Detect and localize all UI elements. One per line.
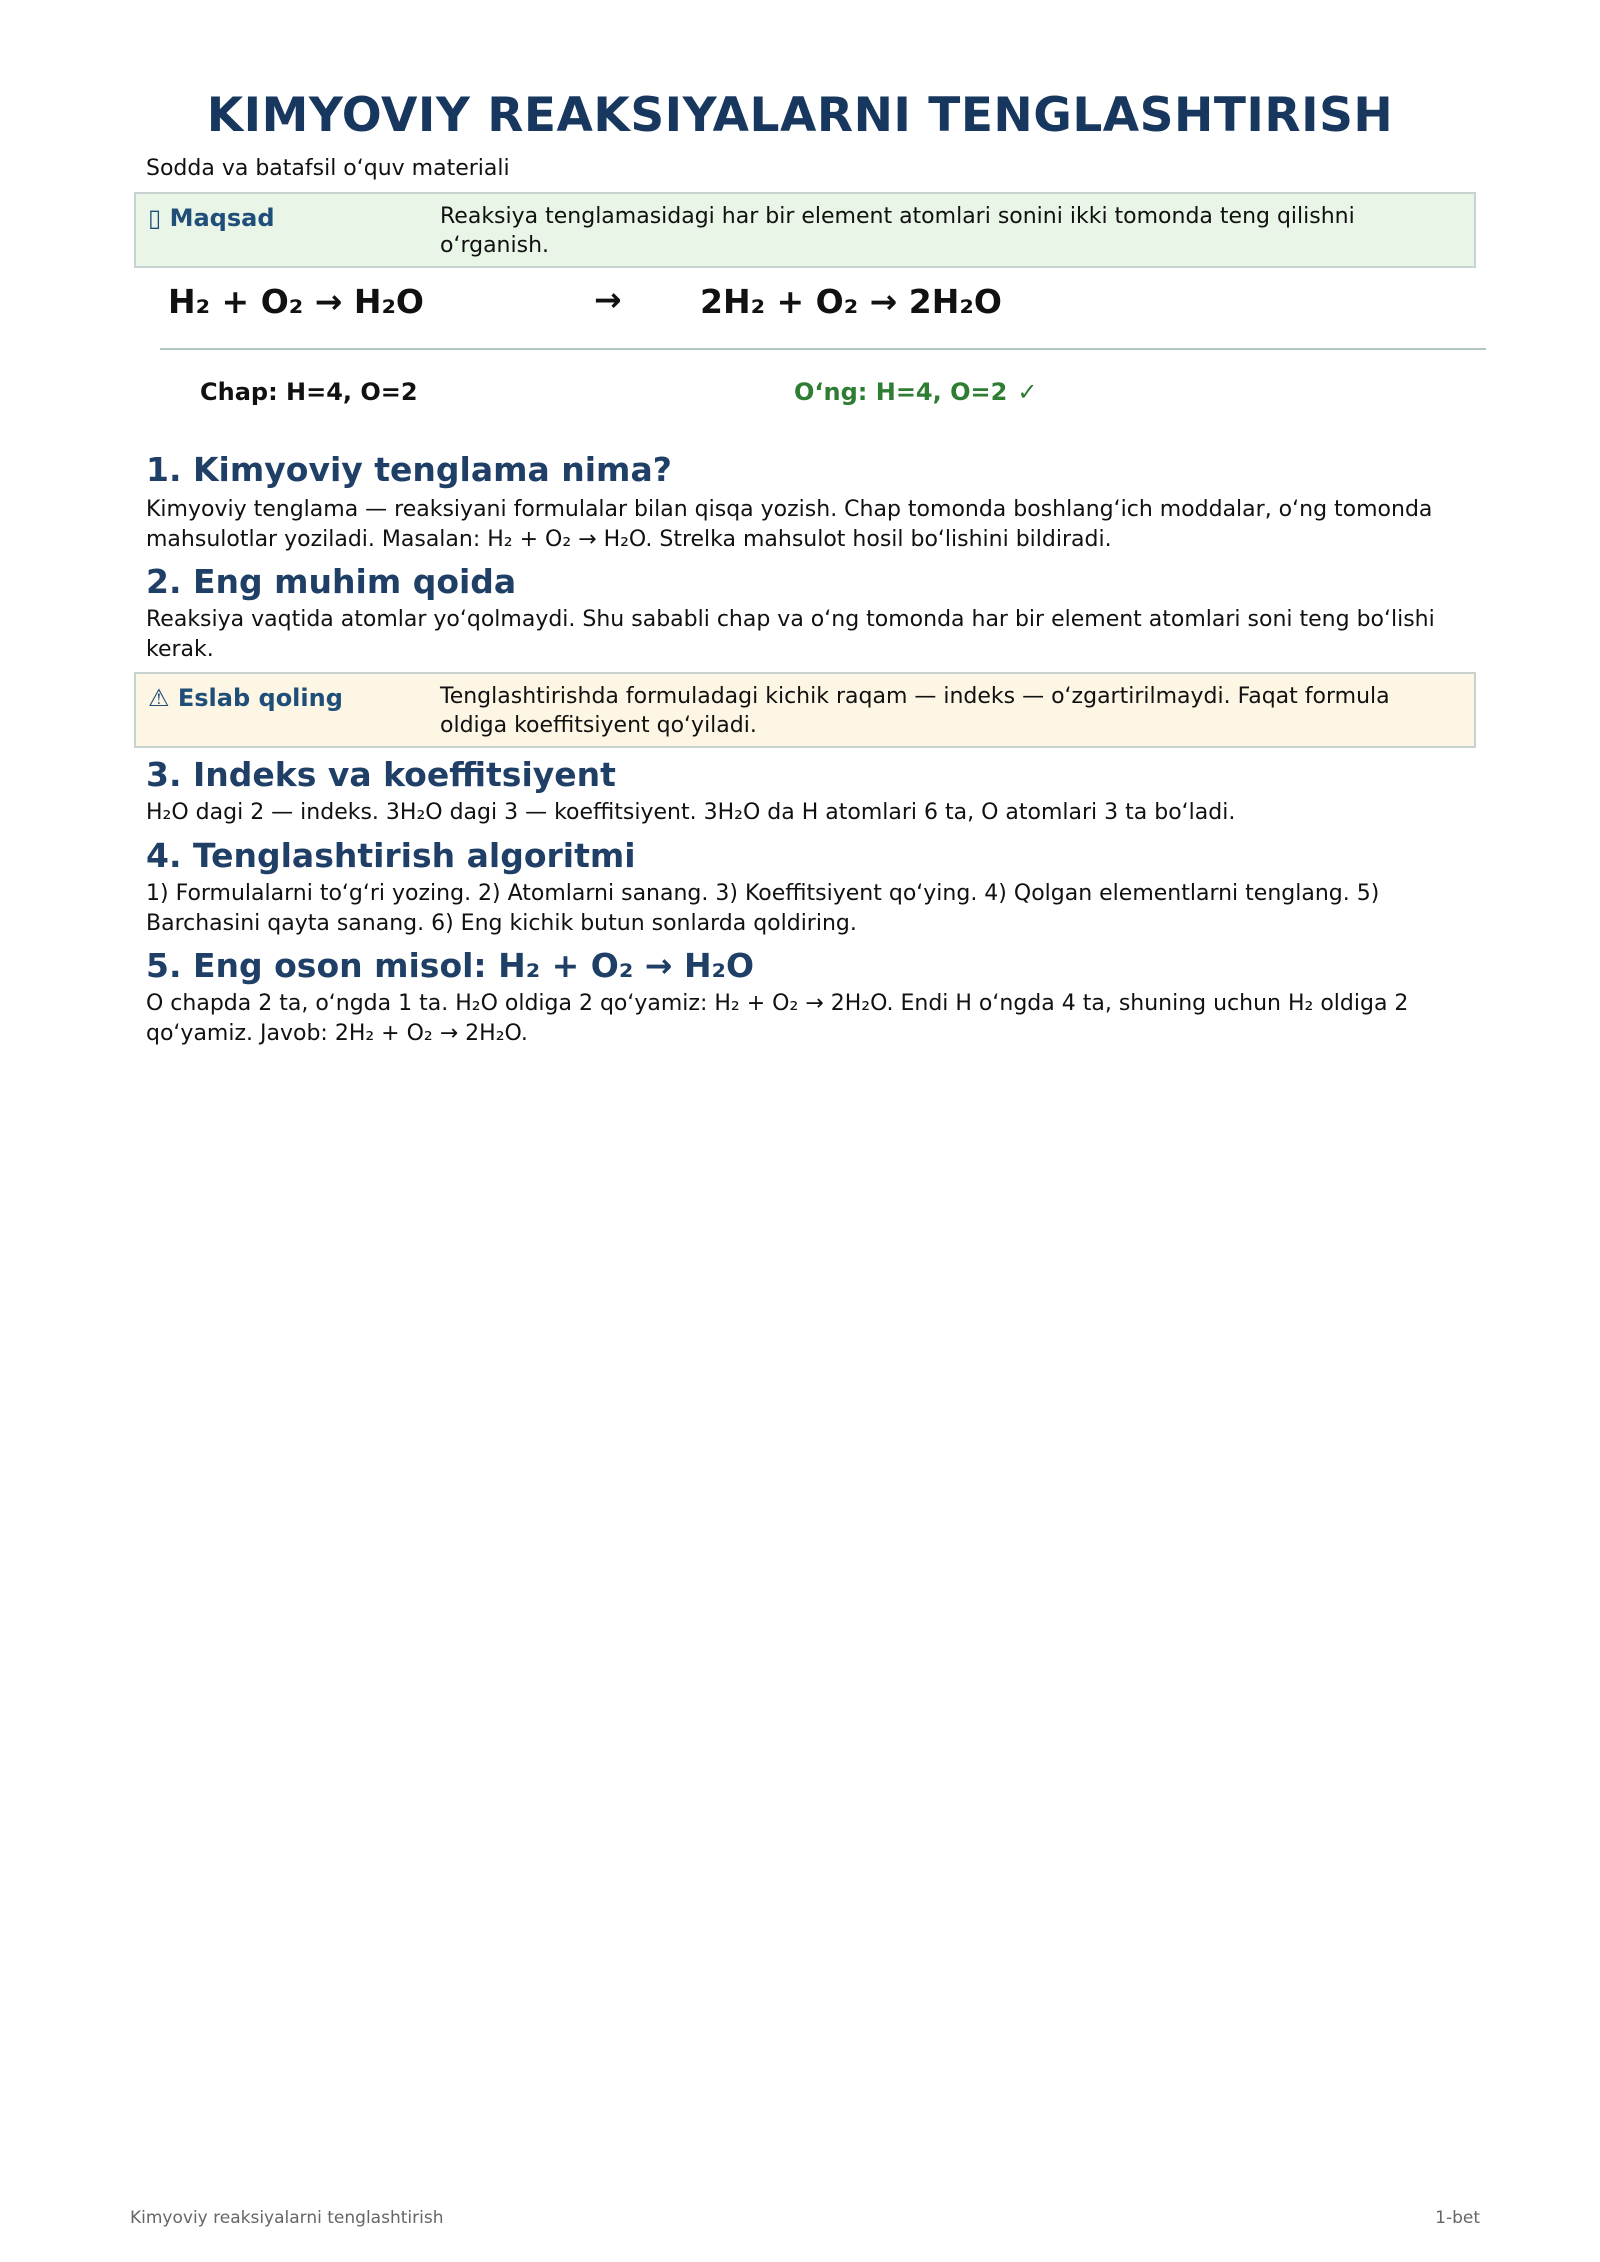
target-icon: ▯: [148, 204, 162, 232]
page-number: 1-bet: [1435, 2208, 1480, 2228]
right-atom-count-wrap: [794, 378, 1037, 406]
arrow-icon: →: [594, 280, 622, 319]
section-text-5: O chapda 2 ta, o‘ngda 1 ta. H₂O oldiga 2 qo‘yamiz: H₂ + O₂ → 2H₂O. Endi H o‘ngda 4 ta, shuning uchun H₂ oldiga 2 qo‘yamiz. Javob: 2H₂ + O₂ → 2H₂O.: [146, 991, 1409, 1046]
section-heading-3: 3. Indeks va koeffitsiyent: [146, 755, 616, 794]
divider: [160, 348, 1486, 350]
left-atom-count: Chap: H=4, O=2: [200, 378, 418, 406]
right-atom-count: O‘ng: H=4, O=2: [794, 378, 1008, 406]
section-heading-4: 4. Tenglashtirish algoritmi: [146, 836, 636, 875]
warning-label-wrap: [148, 684, 343, 712]
section-text-3: H₂O dagi 2 — indeks. 3H₂O dagi 3 — koeffitsiyent. 3H₂O da H atomlari 6 ta, O atomlari 3 ta bo‘ladi.: [146, 800, 1236, 825]
section-text-2: Reaksiya vaqtida atomlar yo‘qolmaydi. Shu sababli chap va o‘ng tomonda har bir element atomlari soni teng bo‘lishi kerak.: [146, 607, 1435, 662]
goal-label-wrap: [148, 204, 275, 232]
warning-icon: ⚠: [148, 684, 170, 712]
footer-title: Kimyoviy reaksiyalarni tenglashtirish: [130, 2208, 444, 2228]
warning-text: Tenglashtirishda formuladagi kichik raqam — indeks — o‘zgartirilmaydi. Faqat formula oldiga koeffitsiyent qo‘yiladi.: [440, 684, 1390, 738]
section-text-4: 1) Formulalarni to‘g‘ri yozing. 2) Atomlarni sanang. 3) Koeffitsiyent qo‘ying. 4) Qolgan elementlarni tenglang. 5) Barchasini qayta sanang. 6) Eng kichik butun sonlarda qoldiring.: [146, 881, 1380, 936]
check-icon: ✓: [1017, 378, 1038, 406]
section-heading-2: 2. Eng muhim qoida: [146, 562, 517, 601]
goal-label: Maqsad: [169, 204, 275, 232]
document-title: KIMYOVIY REAKSIYALARNI TENGLASHTIRISH: [206, 88, 1394, 143]
goal-text: Reaksiya tenglamasidagi har bir element atomlari sonini ikki tomonda teng qilishni o‘rganish.: [440, 204, 1355, 258]
section-heading-5: 5. Eng oson misol: H₂ + O₂ → H₂O: [146, 946, 755, 985]
section-text-1: Kimyoviy tenglama — reaksiyani formulalar bilan qisqa yozish. Chap tomonda boshlang‘ich moddalar, o‘ng tomonda mahsulotlar yoziladi. Masalan: H₂ + O₂ → H₂O. Strelka mahsulot hosil bo‘lishini bildiradi.: [146, 497, 1433, 552]
warning-label: Eslab qoling: [177, 684, 343, 712]
goal-box: [134, 192, 1476, 268]
warning-box: [134, 672, 1476, 748]
balanced-equation: 2H₂ + O₂ → 2H₂O: [700, 282, 1002, 321]
unbalanced-equation: H₂ + O₂ → H₂O: [168, 282, 424, 321]
section-heading-1: 1. Kimyoviy tenglama nima?: [146, 450, 672, 489]
document-subtitle: Sodda va batafsil o‘quv materiali: [146, 156, 510, 181]
